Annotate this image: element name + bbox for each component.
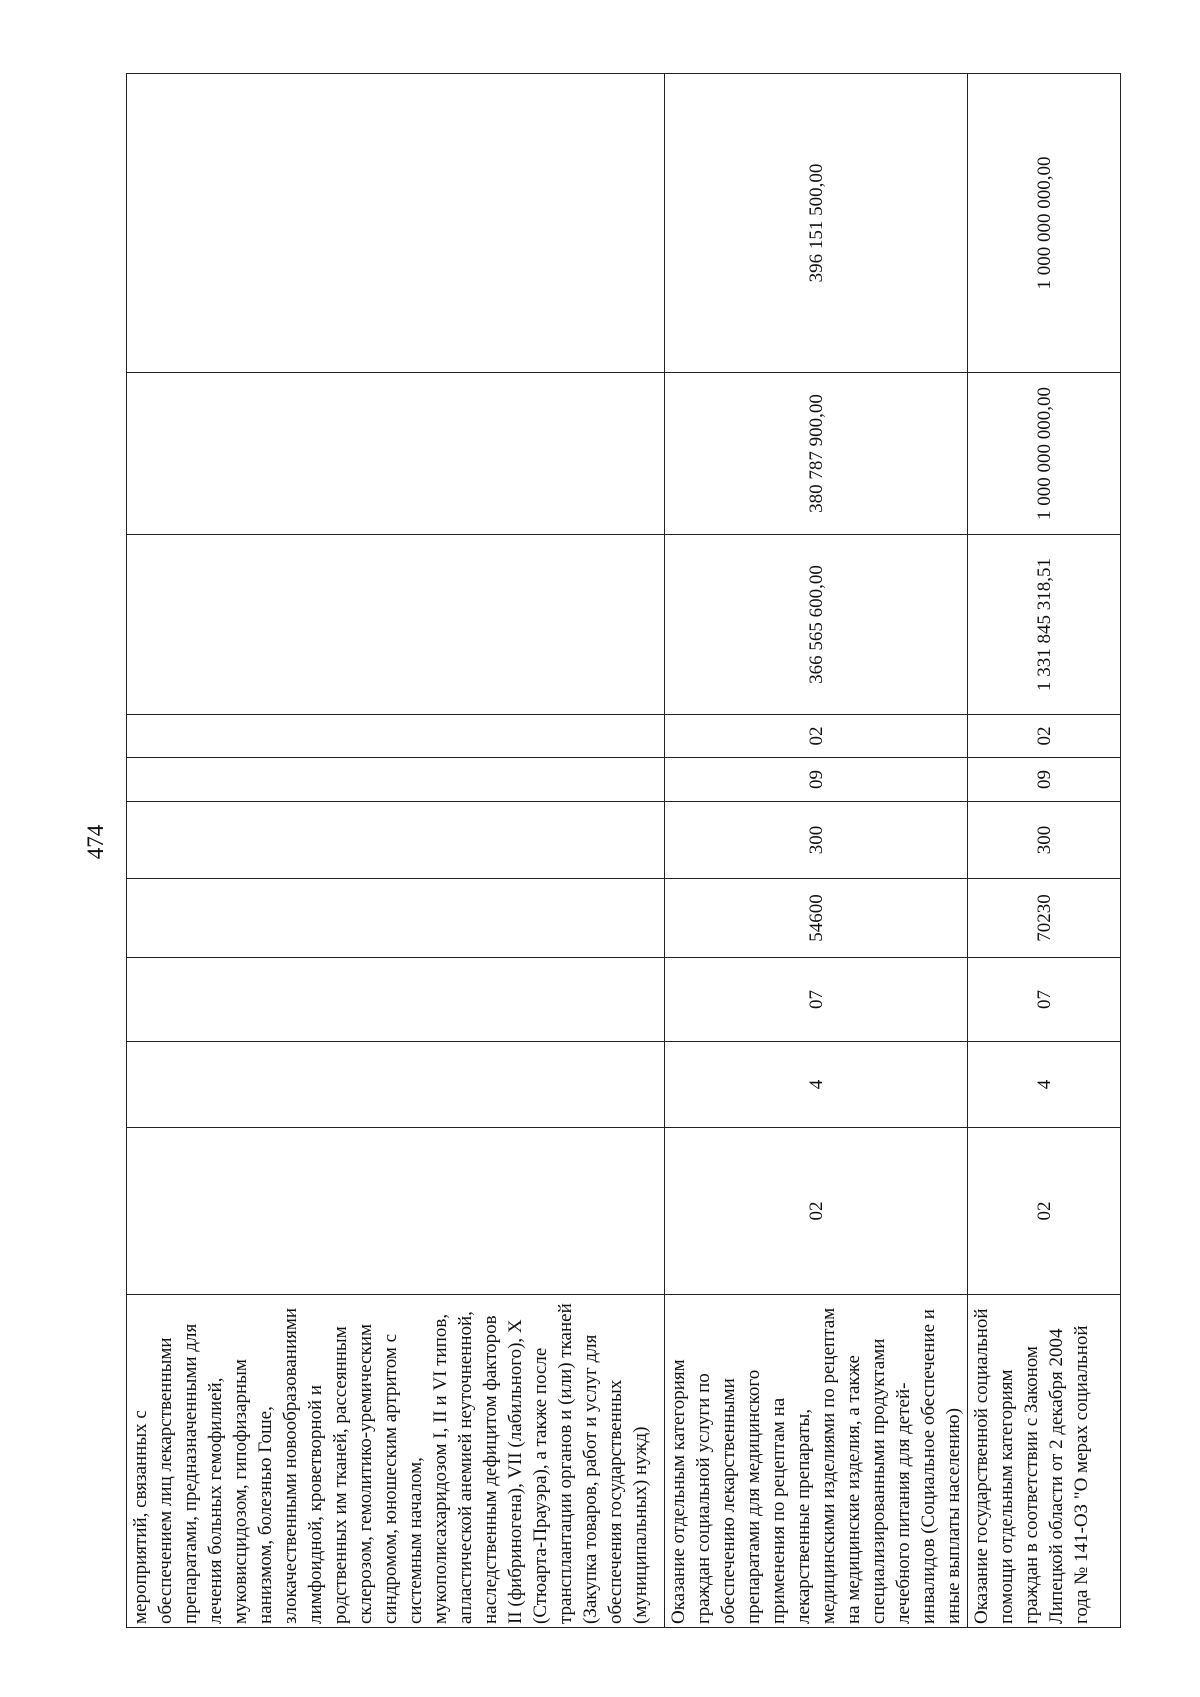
description-line: обеспечением лиц лекарственными — [155, 1337, 176, 1624]
description-line: наследственным дефицитом факторов — [480, 1315, 501, 1624]
description-line: Оказание государственной социальной — [971, 1308, 992, 1624]
description-line: злокачественными новообразованиями — [280, 1307, 301, 1624]
cell-code-6: 09 — [665, 758, 968, 802]
cell-amount-3 — [127, 74, 665, 373]
row-description — [968, 1295, 1121, 1628]
table-row — [665, 74, 968, 1628]
description-line: апластической анемией неуточненной, — [455, 1311, 476, 1624]
cell-code-3: 07 — [665, 958, 968, 1042]
description-line: системным началом, — [405, 1457, 426, 1624]
cell-code-6 — [127, 758, 665, 802]
cell-amount-2: 1 000 000 000,00 — [968, 373, 1121, 535]
description-line: года № 141-ОЗ "О мерах социальной — [1071, 1325, 1092, 1624]
cell-amount-1 — [127, 535, 665, 715]
description-line: обеспечению лекарственными — [718, 1378, 739, 1624]
description-line: лечения больных гемофилией, — [205, 1377, 226, 1624]
description-line: иные выплаты населению) — [943, 1408, 964, 1624]
description-line: (муниципальных) нужд) — [630, 1426, 651, 1624]
description-line: помощи отдельным категориям — [996, 1369, 1017, 1624]
cell-code-7: 02 — [665, 715, 968, 758]
description-line: Липецкой области от 2 декабря 2004 — [1046, 1328, 1067, 1624]
cell-code-1 — [127, 1128, 665, 1295]
description-line: инвалидов (Социальное обеспечение и — [918, 1309, 939, 1624]
cell-amount-2 — [127, 373, 665, 535]
description-line: мукополисахаридозом I, II и VI типов, — [430, 1313, 451, 1624]
description-line: препаратами, предназначенными для — [180, 1323, 201, 1624]
table-row — [127, 74, 665, 1628]
cell-code-3: 07 — [968, 958, 1121, 1042]
cell-amount-1: 1 331 845 318,51 — [968, 535, 1121, 715]
description-line: трансплантации органов и (или) тканей — [555, 1303, 576, 1624]
description-line: синдромом, юношеским артритом с — [380, 1333, 401, 1624]
description-line: (Закупка товаров, работ и услуг для — [580, 1334, 601, 1624]
cell-code-4 — [127, 879, 665, 958]
description-line: лечебного питания для детей- — [893, 1382, 914, 1624]
cell-code-5: 300 — [968, 802, 1121, 879]
row-description — [127, 1295, 665, 1628]
description-line: препаратами для медицинского — [743, 1369, 764, 1624]
description-line: специализированными продуктами — [868, 1338, 889, 1624]
description-line: медицинскими изделиями по рецептам — [818, 1307, 839, 1624]
description-line: (Стюарта-Прауэра), а также после — [530, 1347, 551, 1624]
cell-amount-1: 366 565 600,00 — [665, 535, 968, 715]
description-line: муковисцидозом, гипофизарным — [230, 1359, 251, 1624]
description-line: граждан социальной услуги по — [693, 1373, 714, 1624]
cell-code-2: 4 — [665, 1042, 968, 1128]
description-line: II (фибриногена), VII (лабильного), X — [505, 1319, 526, 1624]
cell-code-1: 02 — [968, 1128, 1121, 1295]
cell-code-2 — [127, 1042, 665, 1128]
description-line: применения по рецептам на — [768, 1397, 789, 1624]
cell-code-6: 09 — [968, 758, 1121, 802]
cell-code-3 — [127, 958, 665, 1042]
budget-table — [126, 73, 1121, 1628]
description-line: граждан в соответствии с Законом — [1021, 1346, 1042, 1624]
description-line: склерозом, гемолитико-уремическим — [355, 1323, 376, 1624]
cell-code-7: 02 — [968, 715, 1121, 758]
row-description — [665, 1295, 968, 1628]
description-line: нанизмом, болезнью Гоше, — [255, 1406, 276, 1624]
cell-code-4: 54600 — [665, 879, 968, 958]
cell-code-4: 70230 — [968, 879, 1121, 958]
description-line: родственных им тканей, рассеянным — [330, 1326, 351, 1624]
description-line: на медицинские изделия, а также — [843, 1355, 864, 1624]
cell-amount-3: 396 151 500,00 — [665, 74, 968, 373]
cell-code-1: 02 — [665, 1128, 968, 1295]
cell-code-5: 300 — [665, 802, 968, 879]
description-line: лекарственные препараты, — [793, 1408, 814, 1624]
cell-code-7 — [127, 715, 665, 758]
table-row — [968, 74, 1121, 1628]
description-line: Оказание отдельным категориям — [668, 1359, 689, 1624]
cell-code-2: 4 — [968, 1042, 1121, 1128]
cell-code-5 — [127, 802, 665, 879]
description-line: обеспечения государственных — [605, 1379, 626, 1624]
page-number: 474 — [83, 824, 108, 860]
budget-table-rotated — [126, 74, 1106, 1628]
cell-amount-3: 1 000 000 000,00 — [968, 74, 1121, 373]
cell-amount-2: 380 787 900,00 — [665, 373, 968, 535]
description-line: лимфоидной, кроветворной и — [305, 1384, 326, 1624]
description-line: мероприятий, связанных с — [130, 1410, 151, 1624]
